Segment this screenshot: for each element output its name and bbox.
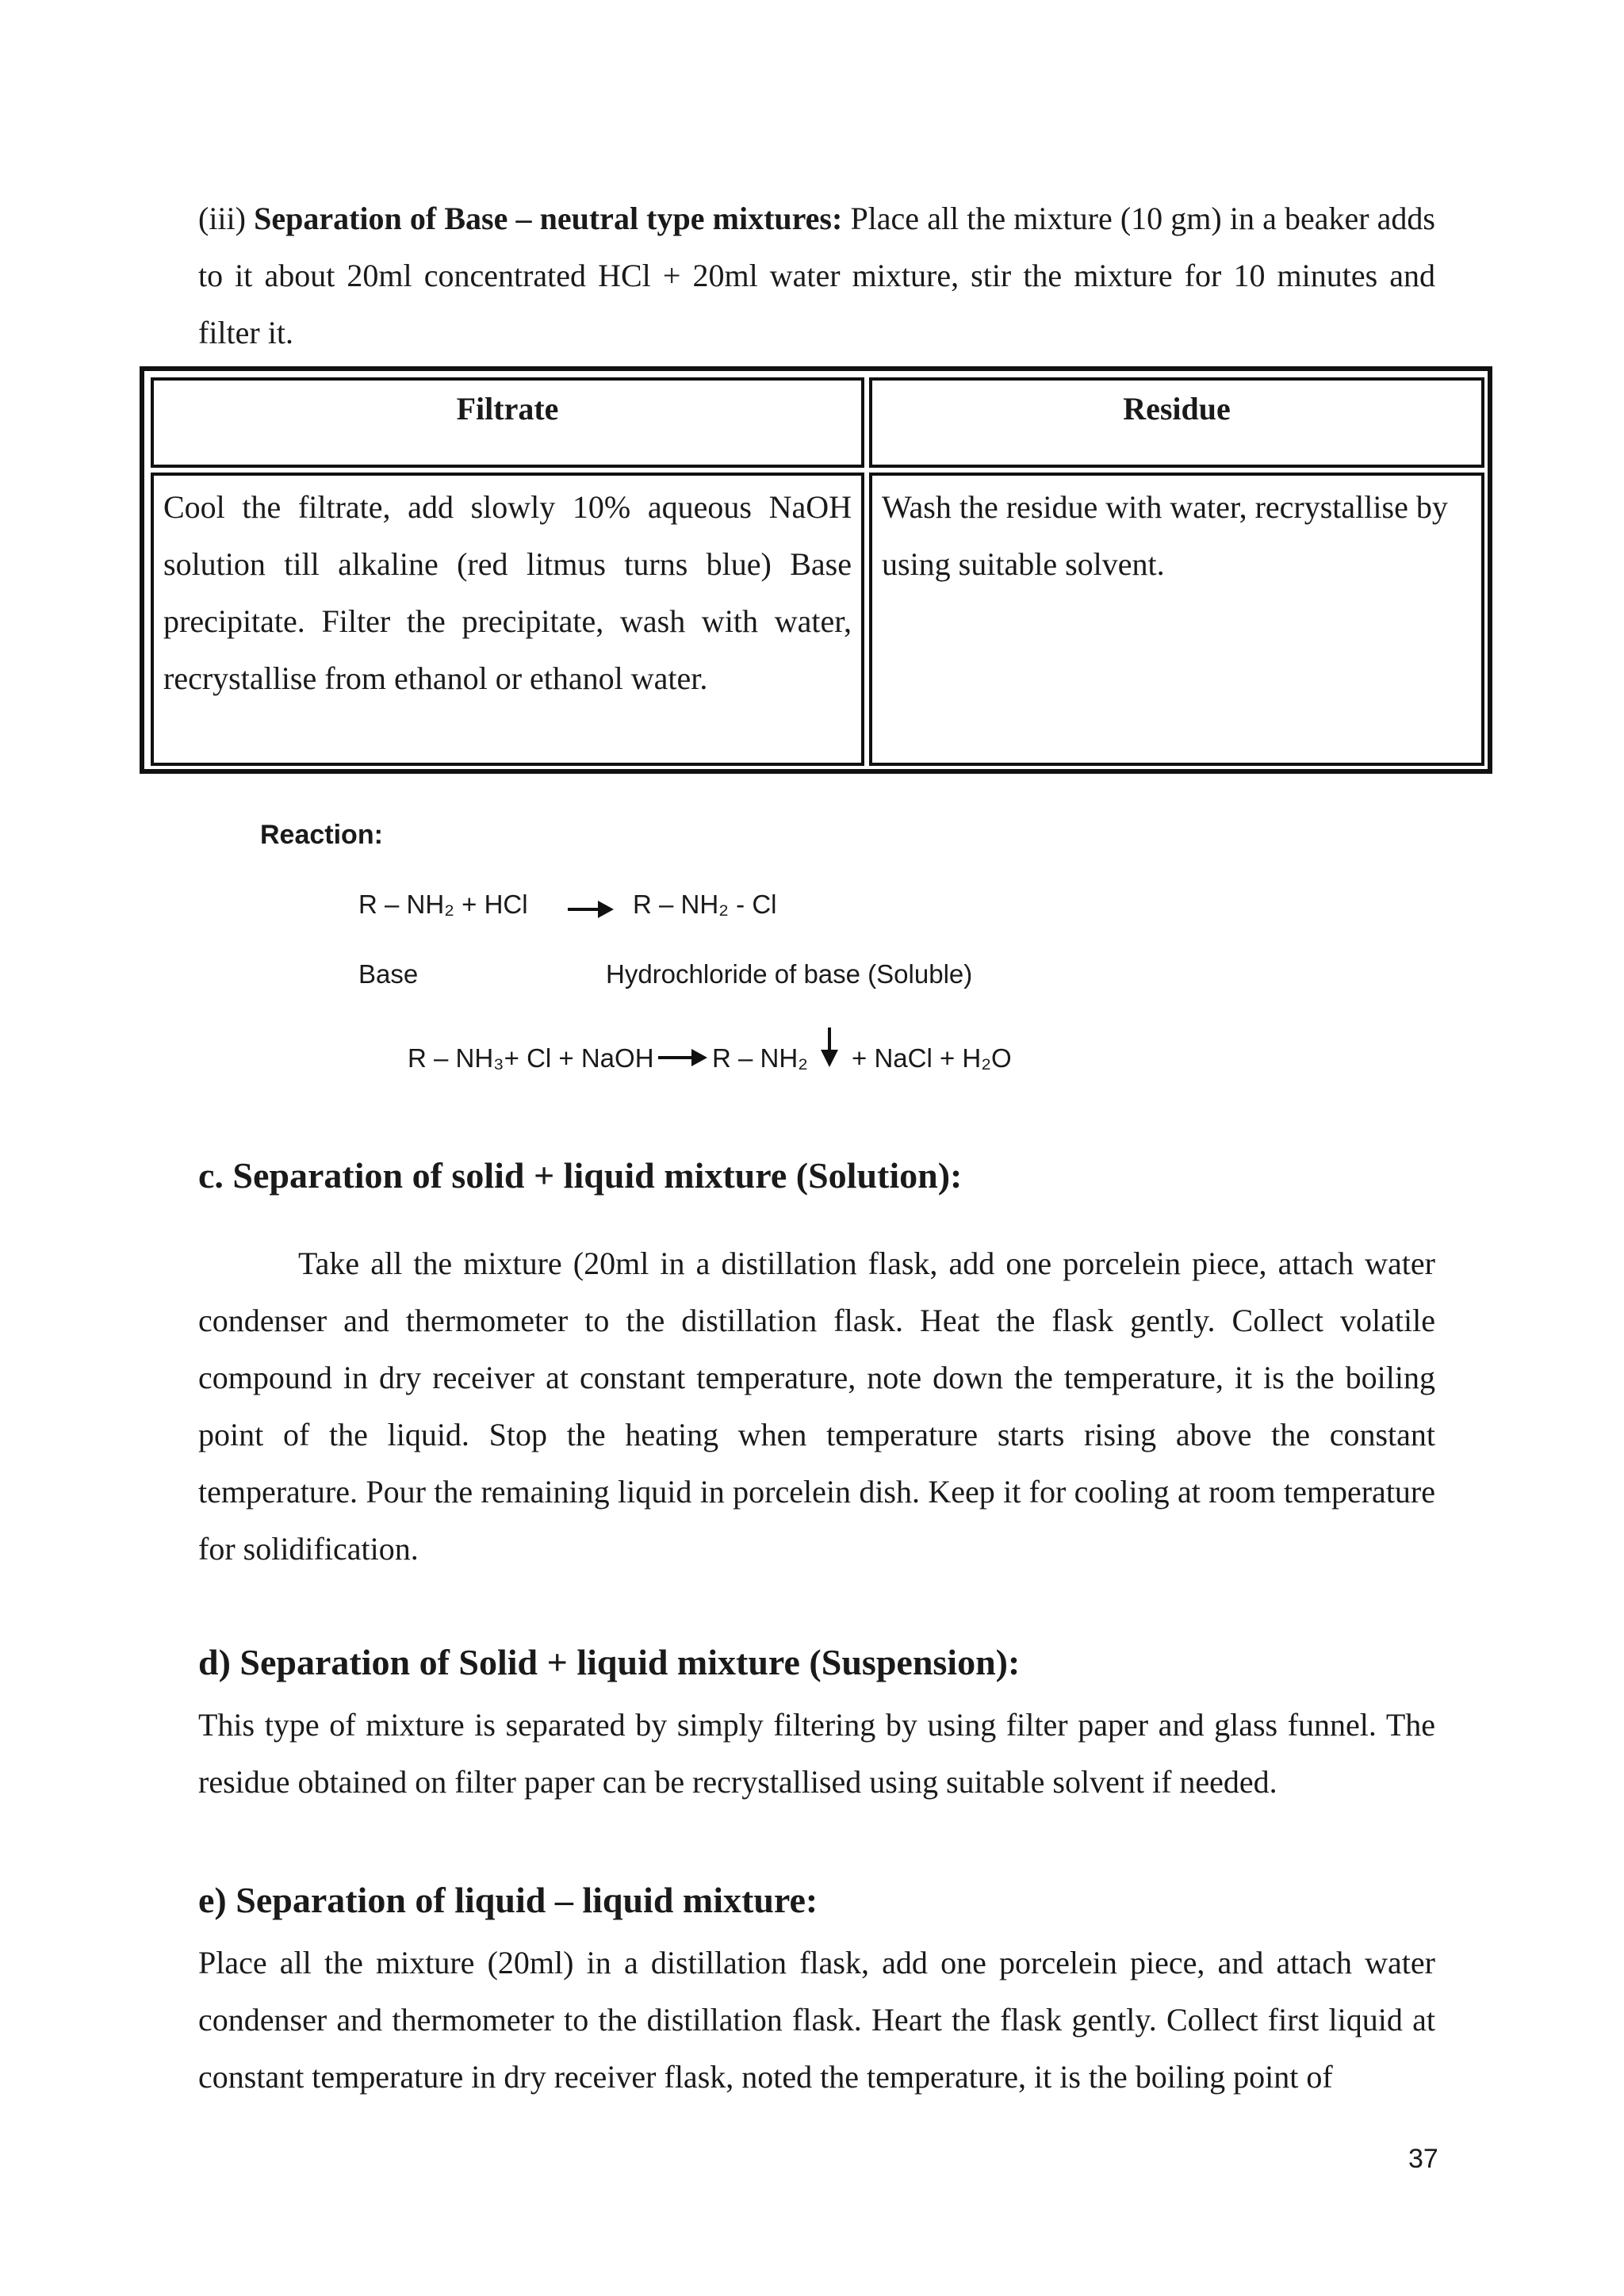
reaction-title: Reaction: — [260, 820, 383, 850]
equation-2-reactants: R – NH₃+ Cl + NaOH — [408, 1043, 654, 1073]
equation-2-amine: R – NH₂ — [712, 1043, 808, 1073]
label-base: Base — [358, 959, 419, 989]
section-e-paragraph: Place all the mixture (20ml) in a distillation flask, add one porcelein piece, and attach water condenser and thermometer to the distillation flask. Heart the flask gently. Collect first liquid at constant temperature in dry receiver flask, noted the temperature, it is the boiling point of — [198, 1945, 1435, 2095]
section-d-heading: d) Separation of Solid + liquid mixture (Suspension): — [198, 1642, 1021, 1682]
table-header-filtrate: Filtrate — [151, 377, 864, 468]
equation-1-product: R – NH₂ - Cl — [633, 890, 777, 919]
equation-2-products: + NaCl + H₂O — [852, 1043, 1012, 1073]
section-d-paragraph: This type of mixture is separated by simply filtering by using filter paper and glass funnel. The residue obtained on filter paper can be recrystallised using suitable solvent if needed. — [198, 1707, 1435, 1800]
section-c-paragraph: Take all the mixture (20ml in a distillation flask, add one porcelein piece, attach water condenser and thermometer to the distillation flask. Heat the flask gently. Collect volatile compound in dry receiver at constant temperature, note down the temperature, it is the boiling point of the liquid. Stop the heating when temperature starts rising above the constant temperature. Pour the remaining liquid in porcelein dish. Keep it for cooling at room temperature for solidification. — [198, 1246, 1435, 1567]
intro-bold-title: Separation of Base – neutral type mixtures: — [254, 201, 843, 236]
table-cell-filtrate: Cool the filtrate, add slowly 10% aqueous NaOH solution till alkaline (red litmus turns blue) Base precipitate. Filter the precipitate, wash with water, recrystallise from ethanol or ethanol water. — [151, 473, 864, 766]
table-cell-residue: Wash the residue with water, recrystallise by using suitable solvent. — [869, 473, 1484, 766]
intro-prefix: (iii) — [198, 201, 255, 236]
equation-1-reactants: R – NH₂ + HCl — [358, 890, 528, 919]
table-header-residue: Residue — [869, 377, 1484, 468]
page-number: 37 — [1408, 2144, 1438, 2174]
section-e-heading: e) Separation of liquid – liquid mixture: — [198, 1880, 818, 1920]
section-c-heading: c. Separation of solid + liquid mixture (Solution): — [198, 1155, 963, 1196]
reaction-arrow-icon — [568, 908, 611, 911]
intro-paragraph — [198, 190, 1435, 362]
intro-text: Place all the mixture (10 gm) in a beaker adds to it about 20ml concentrated HCl + 20ml water mixture, stir the mixture for 10 minutes and filter it. — [198, 201, 1435, 350]
precipitate-down-arrow-icon — [828, 1027, 831, 1062]
label-hydrochloride: Hydrochloride of base (Soluble) — [606, 959, 973, 989]
reaction-arrow-icon — [658, 1056, 704, 1059]
filtrate-residue-table — [140, 366, 1492, 774]
